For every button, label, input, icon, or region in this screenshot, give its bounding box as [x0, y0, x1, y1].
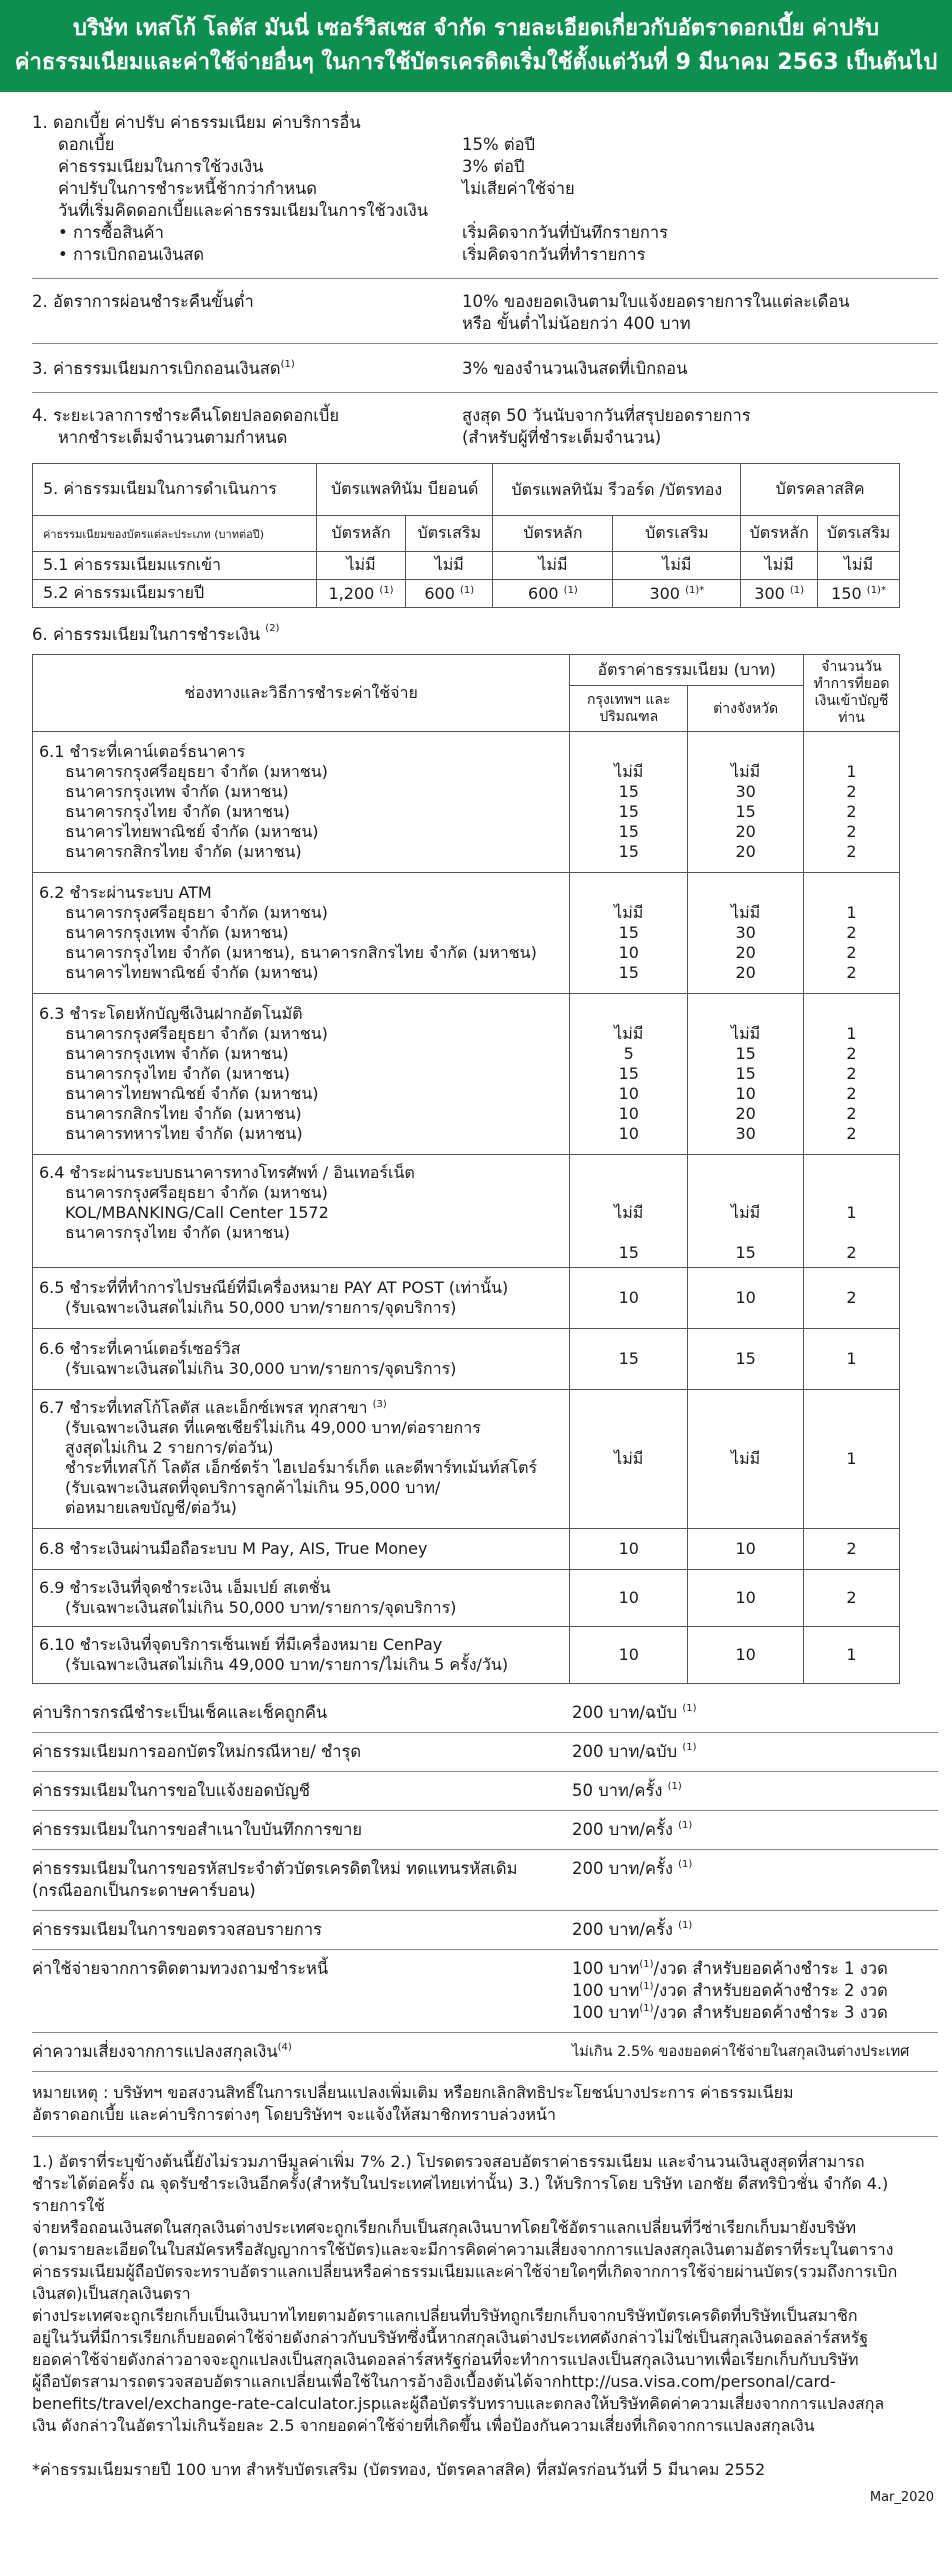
- free-period-value-2: (สำหรับผู้ที่ชำระเต็มจำนวน): [462, 428, 662, 447]
- entrance-fee-value: ไม่มี: [317, 552, 406, 580]
- fee-row: ค่าธรรมเนียมการออกบัตรใหม่กรณีหาย/ ชำรุด 200 บาท/ฉบับ $^{(1)}$: [32, 1733, 938, 1772]
- bank-name: ธนาคารกสิกรไทย จำกัด (มหาชน): [65, 1104, 302, 1123]
- fee-province: 30: [735, 923, 756, 942]
- payment-group-title: 6.1 ชำระที่เคาน์เตอร์ธนาคาร: [39, 742, 246, 761]
- bank-name: ธนาคารกรุงเทพ จำกัด (มหาชน): [65, 923, 289, 942]
- supp-card-1: บัตรเสริม: [406, 516, 493, 552]
- footnotes: [32, 2137, 938, 2437]
- clearing-days: 2: [846, 943, 857, 962]
- fee-province: ไม่มี: [731, 1024, 761, 1043]
- fee-province: 15: [735, 1064, 756, 1083]
- entrance-fee-value: ไม่มี: [741, 552, 818, 580]
- fee-province: 15: [735, 802, 756, 821]
- footnote-line: benefits/travel/exchange-rate-calculator.jspและผู้ถือบัตรรับทราบและตกลงให้บริษัทคิดค่าความเสี่ยงจากการแปลงสกุล: [32, 2394, 885, 2413]
- bank-name: ธนาคารกรุงไทย จำกัด (มหาชน), ธนาคารกสิกรไทย จำกัด (มหาชน): [65, 943, 537, 962]
- fee-bkk: 15: [618, 963, 639, 982]
- fee-province: 30: [735, 1124, 756, 1143]
- s5-title: 5. ค่าธรรมเนียมในการดำเนินการ: [33, 464, 317, 516]
- annual-fee-value: 300 $^{(1)}$: [741, 580, 818, 608]
- fee-bkk: 10: [618, 1124, 639, 1143]
- footnote-line: อยู่ในวันที่มีการเรียกเก็บยอดค่าใช้จ่ายดังกล่าวกับบริษัทซึ่งนี้หากสกุลเงินต่างประเทศดังกล่าวไม่ใช่เป็นสกุลเงินดอลล่าร์สหรัฐ: [32, 2328, 869, 2347]
- footnote-line: (ตามรายละเอียดในใบสมัครหรือสัญญาการใช้บัตร)และจะมีการคิดค่าความเสี่ยงจากการแปลงสกุลเงินตามอัตราที่ระบุในตาราง: [32, 2240, 894, 2259]
- annual-fee-value: 600 $^{(1)}$: [406, 580, 493, 608]
- fee-bkk: 5: [623, 1044, 634, 1063]
- bank-name: ธนาคารกรุงไทย จำกัด (มหาชน): [65, 802, 290, 821]
- late-fee-label: ค่าปรับในการชำระหนี้ช้ากว่ากำหนด: [58, 179, 318, 198]
- fee-province: 20: [735, 963, 756, 982]
- other-fees: [32, 1694, 938, 2072]
- head-prov: ต่างจังหวัด: [688, 686, 804, 732]
- annual-fee-value: 150 $^{(1)*}$: [818, 580, 900, 608]
- payment-row-69: 6.9 ชำระเงินที่จุดชำระเงิน เอ็มเปย์ สเตชั่น (รับเฉพาะเงินสดไม่เกิน 50,000 บาท/รายการ/จุดบริการ) 10 10 2: [33, 1570, 900, 1627]
- fee-province: 20: [735, 822, 756, 841]
- clearing-days: 2: [846, 842, 857, 861]
- card-reward-gold: บัตรแพลทินัม รีวอร์ด /บัตรทอง: [493, 464, 741, 516]
- fee-bkk: 15: [618, 842, 639, 861]
- header-line-2: ค่าธรรมเนียมและค่าใช้จ่ายอื่นๆ ในการใช้บัตรเครดิตเริ่มใช้ตั้งแต่วันที่ 9 มีนาคม 2563 เป็นต้นไป: [14, 50, 938, 75]
- start-date-label: วันที่เริ่มคิดดอกเบี้ยและค่าธรรมเนียมในการใช้วงเงิน: [58, 201, 429, 220]
- bank-name: ธนาคารไทยพาณิชย์ จำกัด (มหาชน): [65, 822, 319, 841]
- clearing-days: 2: [846, 1104, 857, 1123]
- fee-bkk: ไม่มี: [614, 903, 644, 922]
- bank-name: ธนาคารไทยพาณิชย์ จำกัด (มหาชน): [65, 1084, 319, 1103]
- payment-row-68: 6.8 ชำระเงินผ่านมือถือระบบ M Pay, AIS, True Money 10 10 2: [33, 1529, 900, 1570]
- bank-name: ธนาคารกรุงเทพ จำกัด (มหาชน): [65, 1044, 289, 1063]
- free-period-label-1: 4. ระยะเวลาการชำระคืนโดยปลอดดอกเบี้ย: [32, 406, 339, 425]
- fee-province: ไม่มี: [731, 762, 761, 781]
- limit-fee-label: ค่าธรรมเนียมในการใช้วงเงิน: [58, 157, 264, 176]
- entrance-fee-label: 5.1 ค่าธรรมเนียมแรกเข้า: [33, 552, 317, 580]
- fee-province: ไม่มี: [731, 903, 761, 922]
- fee-bkk: 15: [618, 923, 639, 942]
- purchase-value: เริ่มคิดจากวันที่บันทึกรายการ: [462, 223, 669, 242]
- bank-name: ธนาคารกรุงไทย จำกัด (มหาชน): [65, 1064, 290, 1083]
- section-1: [32, 92, 938, 279]
- s6-title: 6. ค่าธรรมเนียมในการชำระเงิน $^{(2)}$: [32, 623, 280, 644]
- footnote-line: เงิน ดังกล่าวในอัตราไม่เกินร้อยละ 2.5 จากยอดค่าใช้จ่ายที่เกิดขึ้น เพื่อป้องกันความเสี่ยงที่เกิดจากการแปลงสกุลเงิน: [32, 2416, 815, 2435]
- clearing-days: 2: [846, 802, 857, 821]
- cash-fee-label: 3. ค่าธรรมเนียมการเบิกถอนเงินสด$^{(1)}$: [32, 359, 295, 378]
- bank-name: ธนาคารกรุงศรีอยุธยา จำกัด (มหาชน): [65, 903, 328, 922]
- start-date-value: [462, 200, 938, 222]
- entrance-fee-value: ไม่มี: [493, 552, 613, 580]
- head-channel: ช่องทางและวิธีการชำระค่าใช้จ่าย: [33, 655, 570, 732]
- footnote-line: ผู้ถือบัตรสามารถตรวจสอบอัตราแลกเปลี่ยนเพื่อใช้ในการอ้างอิงเบื้องต้นได้จากhttp://usa.visa.com/personal/card-: [32, 2372, 836, 2391]
- footnote-line: จ่ายหรือถอนเงินสดในสกุลเงินต่างประเทศจะถูกเรียกเก็บเป็นสกุลเงินบาทโดยใช้อัตราแลกเปลี่ยนที่วีซ่าเรียกเก็บมายังบริษัท: [32, 2218, 857, 2237]
- main-card-2: บัตรหลัก: [493, 516, 613, 552]
- fee-bkk: ไม่มี: [614, 1024, 644, 1043]
- s5-subhead: ค่าธรรมเนียมของบัตรแต่ละประเภท (บาทต่อปี): [33, 516, 317, 552]
- annual-fee-value: 1,200 $^{(1)}$: [317, 580, 406, 608]
- annual-fee-table: [32, 463, 900, 608]
- payment-row-66: 6.6 ชำระที่เคาน์เตอร์เซอร์วิส (รับเฉพาะเงินสดไม่เกิน 30,000 บาท/รายการ/จุดบริการ) 15 15 1: [33, 1329, 900, 1390]
- cash-advance-label: • การเบิกถอนเงินสด: [58, 245, 205, 264]
- bank-name: ธนาคารไทยพาณิชย์ จำกัด (มหาชน): [65, 963, 319, 982]
- fee-bkk: 15: [618, 1064, 639, 1083]
- section-4: [32, 393, 938, 459]
- page-content: [0, 92, 952, 2505]
- clearing-days: 2: [846, 1044, 857, 1063]
- version-label: Mar_2020: [869, 2490, 934, 2505]
- footnote-line: ค่าธรรมเนียมผู้ถือบัตรจะทราบอัตราแลกเปลี่ยนหรือค่าธรรมเนียมและค่าใช้จ่ายใดๆที่เกิดจากการใช้จ่ายผ่านบัตร(รวมถึงการเบิกเงินสด)เป็นสกุลเงินตรา: [32, 2262, 898, 2303]
- main-card-1: บัตรหลัก: [317, 516, 406, 552]
- fee-province: 30: [735, 782, 756, 801]
- section-3: [32, 344, 938, 393]
- payment-fee-table: [32, 654, 900, 1684]
- page-header: [0, 0, 952, 92]
- purchase-label: • การซื้อสินค้า: [58, 223, 164, 242]
- supp-card-2: บัตรเสริม: [613, 516, 741, 552]
- fee-province: 10: [735, 1084, 756, 1103]
- section-2: [32, 279, 938, 344]
- fee-bkk: 10: [618, 943, 639, 962]
- remark: หมายเหตุ : บริษัทฯ ขอสงวนสิทธิ์ในการเปลี่ยนแปลงเพิ่มเติม หรือยกเลิกสิทธิประโยชน์บางประการ ค่าธรรมเนียม อัตราดอกเบี้ย และค่าบริการต่างๆ โดยบริษัทฯ จะแจ้งให้สมาชิกทราบล่วงหน้า: [32, 2072, 938, 2137]
- payment-group-row: [33, 994, 900, 1155]
- fee-row: ค่าธรรมเนียมในการขอสำเนาใบบันทึกการขาย 200 บาท/ครั้ง $^{(1)}$: [32, 1811, 938, 1850]
- min-payment-value-1: 10% ของยอดเงินตามใบแจ้งยอดรายการในแต่ละเดือน: [462, 292, 850, 311]
- limit-fee-value: 3% ต่อปี: [462, 157, 525, 176]
- annual-fee-value: 600 $^{(1)}$: [493, 580, 613, 608]
- fee-province: 20: [735, 943, 756, 962]
- clearing-days: 1: [846, 903, 857, 922]
- footnote-line: ชำระได้ต่อครั้ง ณ จุดรับชำระเงินอีกครั้ง(สำหรับในประเทศไทยเท่านั้น) 3.) ให้บริการโดย บริษัท เอกชัย ดีสทริบิวชั่น จำกัด 4.) รายการใช้: [32, 2174, 889, 2215]
- cash-fee-value: 3% ของจำนวนเงินสดที่เบิกถอน: [462, 359, 688, 378]
- clearing-days: 2: [846, 963, 857, 982]
- interest-value: 15% ต่อปี: [462, 135, 536, 154]
- payment-row-610: 6.10 ชำระเงินที่จุดบริการเซ็นเพย์ ที่มีเครื่องหมาย CenPay (รับเฉพาะเงินสดไม่เกิน 49,000 บาท/รายการ/ไม่เกิน 5 ครั้ง/วัน) 10 10 1: [33, 1627, 900, 1684]
- footnote-line: 1.) อัตราที่ระบุข้างต้นนี้ยังไม่รวมภาษีมูลค่าเพิ่ม 7% 2.) โปรดตรวจสอบอัตราค่าธรรมเนียม และจำนวนเงินสูงสุดที่สามารถ: [32, 2152, 865, 2171]
- cash-advance-value: เริ่มคิดจากวันที่ทำรายการ: [462, 245, 646, 264]
- fee-row: ค่าบริการกรณีชำระเป็นเช็คและเช็คถูกคืน 200 บาท/ฉบับ $^{(1)}$: [32, 1694, 938, 1733]
- fee-bkk: 10: [618, 1104, 639, 1123]
- fee-bkk: ไม่มี: [614, 762, 644, 781]
- fee-bkk: 15: [618, 802, 639, 821]
- fee-bkk: 15: [618, 822, 639, 841]
- min-payment-value-2: หรือ ขั้นต่ำไม่น้อยกว่า 400 บาท: [462, 314, 691, 333]
- clearing-days: 2: [846, 1124, 857, 1143]
- payment-row-64: 6.4 ชำระผ่านระบบธนาคารทางโทรศัพท์ / อินเทอร์เน็ต ธนาคารกรุงศรีอยุธยา จำกัด (มหาชน) KOL/MBANKING/Call Center 1572 ธนาคารกรุงไทย จำกัด (มหาชน) ไม่มี 15 ไม่มี 15 1 2: [33, 1155, 900, 1268]
- payment-row-67: 6.7 ชำระที่เทสโก้โลตัส และเอ็กซ์เพรส ทุกสาขา $^{(3)}$ (รับเฉพาะเงินสด ที่แคชเชียร์ไม่เกิน 49,000 บาท/ต่อรายการ สูงสุดไม่เกิน 2 รายการ/ต่อวัน) ชำระที่เทสโก้ โลตัส เอ็กซ์ตร้า ไฮเปอร์มาร์เก็ต และดีพาร์ทเม้นท์สโตร์ (รับเฉพาะเงินสดที่จุดบริการลูกค้าไม่เกิน 95,000 บาท/ ต่อหมายเลขบัญชี/ต่อวัน) ไม่มี ไม่มี 1: [33, 1390, 900, 1529]
- bank-name: ธนาคารกสิกรไทย จำกัด (มหาชน): [65, 842, 302, 861]
- fee-row: ค่าธรรมเนียมในการขอใบแจ้งยอดบัญชี 50 บาท/ครั้ง $^{(1)}$: [32, 1772, 938, 1811]
- main-card-3: บัตรหลัก: [741, 516, 818, 552]
- card-beyond: บัตรแพลทินัม บียอนด์: [317, 464, 493, 516]
- clearing-days: 2: [846, 1064, 857, 1083]
- fee-row-check: ค่าธรรมเนียมในการขอตรวจสอบรายการ 200 บาท/ครั้ง $^{(1)}$: [32, 1911, 938, 1950]
- head-days: จำนวนวันทำการที่ยอดเงินเข้าบัญชีท่าน: [804, 655, 900, 732]
- annual-fee-label: 5.2 ค่าธรรมเนียมรายปี: [33, 580, 317, 608]
- clearing-days: 1: [846, 762, 857, 781]
- footnote-line: ต่างประเทศจะถูกเรียกเก็บเป็นเงินบาทไทยตามอัตราแลกเปลี่ยนที่บริษัทถูกเรียกเก็บจากบริษัทบัตรเครดิตที่บริษัทเป็นสมาชิก: [32, 2306, 858, 2325]
- fee-province: 20: [735, 1104, 756, 1123]
- section-1-title: 1. ดอกเบี้ย ค่าปรับ ค่าธรรมเนียม ค่าบริการอื่น: [32, 113, 361, 132]
- bank-name: ธนาคารกรุงศรีอยุธยา จำกัด (มหาชน): [65, 762, 328, 781]
- fee-row-collection: ค่าใช้จ่ายจากการติดตามทวงถามชำระหนี้ 100 บาท$^{(1)}$/งวด สำหรับยอดค้างชำระ 1 งวด 100 บาท$^{(1)}$/งวด สำหรับยอดค้างชำระ 2 งวด 100 บาท$^{(1)}$/งวด สำหรับยอดค้างชำระ 3 งวด: [32, 1950, 938, 2033]
- entrance-fee-value: ไม่มี: [613, 552, 741, 580]
- clearing-days: 2: [846, 782, 857, 801]
- clearing-days: 2: [846, 923, 857, 942]
- entrance-fee-value: ไม่มี: [818, 552, 900, 580]
- star-note: *ค่าธรรมเนียมรายปี 100 บาท สำหรับบัตรเสริม (บัตรทอง, บัตรคลาสสิค) ที่สมัครก่อนวันที่ 5 มีนาคม 2552: [32, 2460, 766, 2479]
- bank-name: ธนาคารกรุงศรีอยุธยา จำกัด (มหาชน): [65, 1024, 328, 1043]
- payment-group-title: 6.3 ชำระโดยหักบัญชีเงินฝากอัตโนมัติ: [39, 1004, 303, 1023]
- fee-bkk: 15: [618, 782, 639, 801]
- free-period-value-1: สูงสุด 50 วันนับจากวันที่สรุปยอดรายการ: [462, 406, 751, 425]
- fee-row-fx: ค่าความเสี่ยงจากการแปลงสกุลเงิน$^{(4)}$ ไม่เกิน 2.5% ของยอดค่าใช้จ่ายในสกุลเงินต่างประเทศ: [32, 2033, 938, 2072]
- fee-bkk: 10: [618, 1084, 639, 1103]
- annual-fee-value: 300 $^{(1)*}$: [613, 580, 741, 608]
- free-period-label-2: หากชำระเต็มจำนวนตามกำหนด: [58, 428, 288, 447]
- fee-province: 15: [735, 1044, 756, 1063]
- payment-row-65: 6.5 ชำระที่ที่ทำการไปรษณีย์ที่มีเครื่องหมาย PAY AT POST (เท่านั้น) (รับเฉพาะเงินสดไม่เกิน 50,000 บาท/รายการ/จุดบริการ) 10 10 2: [33, 1268, 900, 1329]
- header-line-1: บริษัท เทสโก้ โลตัส มันนี่ เซอร์วิสเซส จำกัด รายละเอียดเกี่ยวกับอัตราดอกเบี้ย ค่าปรับ: [73, 16, 879, 41]
- head-bkk: กรุงเทพฯ และปริมณฑล: [570, 686, 688, 732]
- bank-name: ธนาคารทหารไทย จำกัด (มหาชน): [65, 1124, 303, 1143]
- card-classic: บัตรคลาสสิค: [741, 464, 900, 516]
- min-payment-label: 2. อัตราการผ่อนชำระคืนขั้นต่ำ: [32, 292, 254, 311]
- fee-row-pin: ค่าธรรมเนียมในการขอรหัสประจำตัวบัตรเครดิตใหม่ ทดแทนรหัสเดิม (กรณีออกเป็นกระดาษคาร์บอน) 200 บาท/ครั้ง $^{(1)}$: [32, 1850, 938, 1911]
- payment-group-row: [33, 732, 900, 873]
- payment-group-row: [33, 873, 900, 994]
- supp-card-3: บัตรเสริม: [818, 516, 900, 552]
- head-rate: อัตราค่าธรรมเนียม (บาท): [570, 655, 804, 686]
- entrance-fee-value: ไม่มี: [406, 552, 493, 580]
- clearing-days: 2: [846, 822, 857, 841]
- payment-group-title: 6.2 ชำระผ่านระบบ ATM: [39, 883, 212, 902]
- footnote-line: ยอดค่าใช้จ่ายดังกล่าวอาจจะถูกแปลงเป็นสกุลเงินดอลล่าร์สหรัฐก่อนที่จะทำการแปลงเป็นสกุลเงินบาทเพื่อเรียกเก็บกับบริษัท: [32, 2350, 859, 2369]
- late-fee-value: ไม่เสียค่าใช้จ่าย: [462, 179, 575, 198]
- bank-name: ธนาคารกรุงเทพ จำกัด (มหาชน): [65, 782, 289, 801]
- interest-label: ดอกเบี้ย: [58, 135, 115, 154]
- clearing-days: 1: [846, 1024, 857, 1043]
- cash-fee-sup: (1): [280, 359, 295, 370]
- clearing-days: 2: [846, 1084, 857, 1103]
- fee-province: 20: [735, 842, 756, 861]
